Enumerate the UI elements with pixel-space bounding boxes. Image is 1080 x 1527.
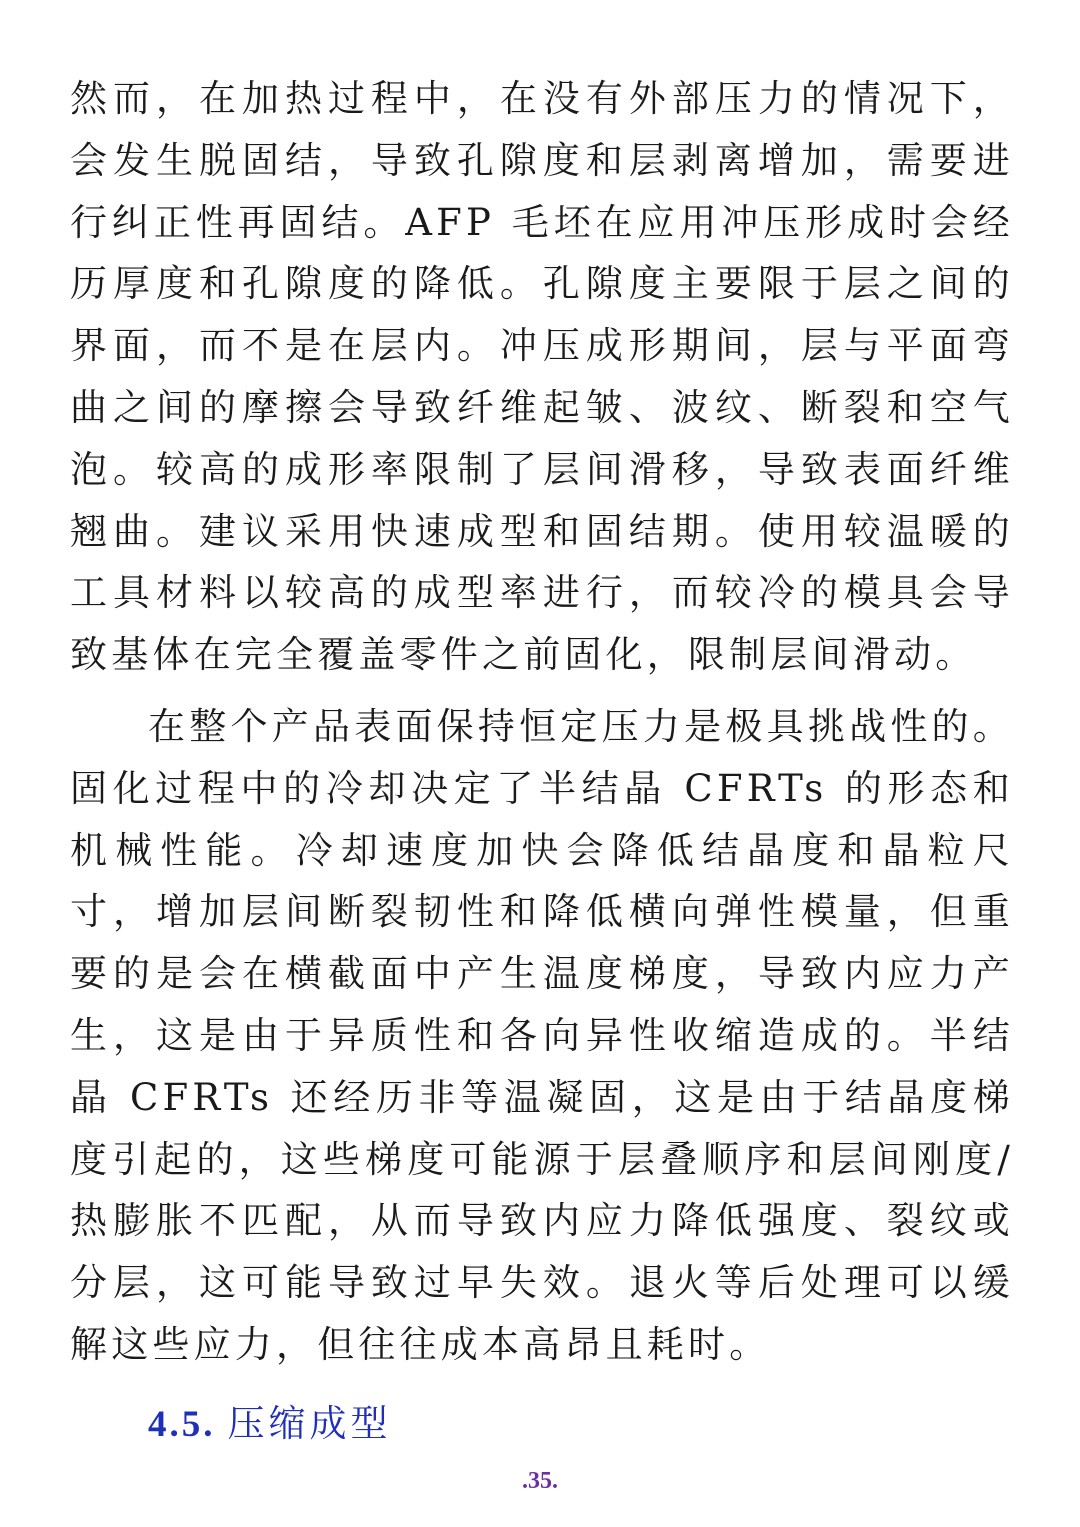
section-title: 压缩成型 [227, 1401, 392, 1445]
section-number: 4.5. [148, 1403, 216, 1445]
body-paragraph-2: 在整个产品表面保持恒定压力是极具挑战性的。固化过程中的冷却决定了半结晶 CFRTs 的形态和机械性能。冷却速度加快会降低结晶度和晶粒尺寸，增加层间断裂韧性和降低横向弹性模量，但重要的是会在横截面中产生温度梯度，导致内应力产生，这是由于异质性和各向异性收缩造成的。半结晶 CFRTs 还经历非等温凝固，这是由于结晶度梯度引起的，这些梯度可能源于层叠顺序和层间刚度/热膨胀不匹配，从而导致内应力降低强度、裂纹或分层，这可能导致过早失效。退火等后处理可以缓解这些应力，但往往成本高昂且耗时。 [70, 704, 1014, 1366]
section-heading [148, 1395, 1014, 1454]
document-body [70, 68, 1014, 1454]
body-paragraph-1: 然而，在加热过程中，在没有外部压力的情况下，会发生脱固结，导致孔隙度和层剥离增加，需要进行纠正性再固结。AFP 毛坯在应用冲压形成时会经历厚度和孔隙度的降低。孔隙度主要限于层之间的界面，而不是在层内。冲压成形期间，层与平面弯曲之间的摩擦会导致纤维起皱、波纹、断裂和空气泡。较高的成形率限制了层间滑移，导致表面纤维翘曲。建议采用快速成型和固结期。使用较温暖的工具材料以较高的成型率进行，而较冷的模具会导致基体在完全覆盖零件之前固化，限制层间滑动。 [70, 77, 1014, 677]
page-number: .35. [522, 1468, 558, 1494]
